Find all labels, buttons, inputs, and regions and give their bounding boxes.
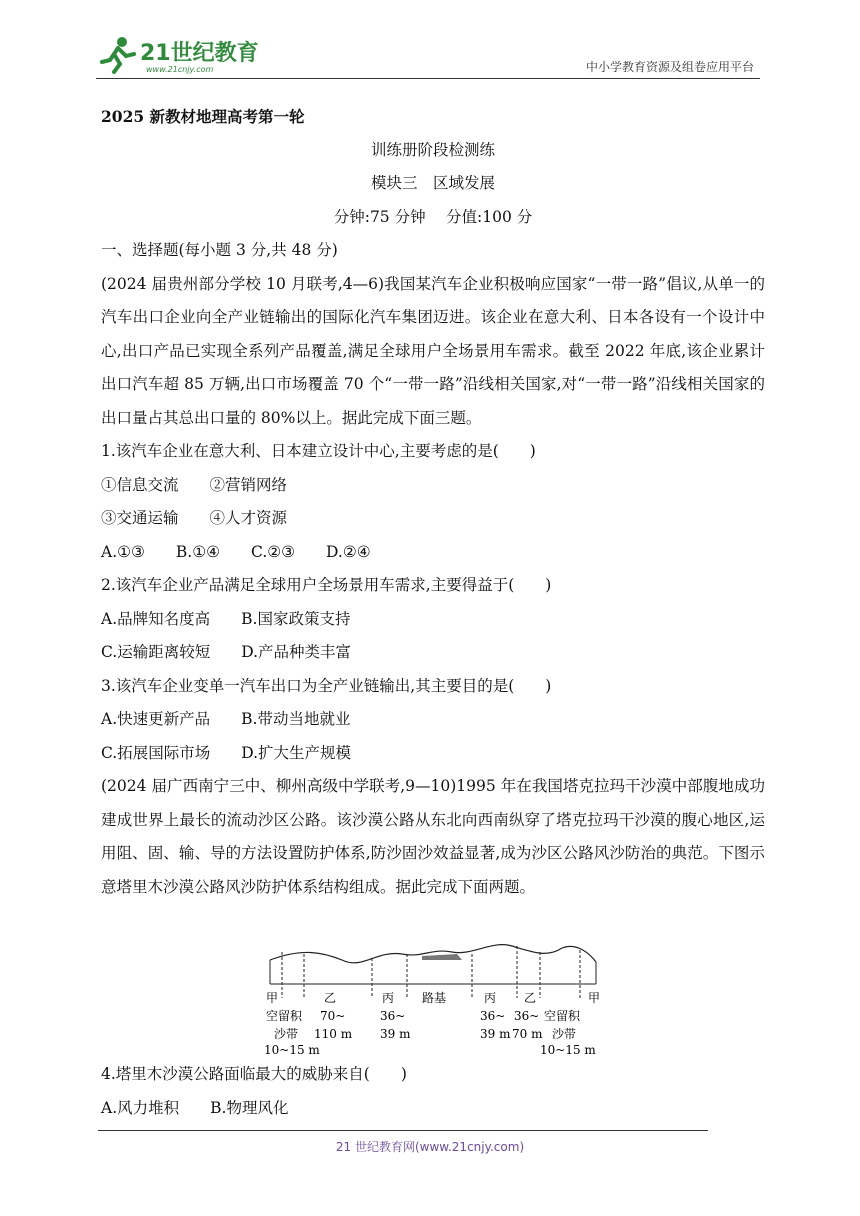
logo-text: 21世纪教育 xyxy=(140,41,259,66)
exam-meta: 分钟:75 分钟 分值:100 分 xyxy=(333,207,533,226)
jia-left-name-1: 空留积 xyxy=(266,1009,303,1023)
document-body xyxy=(101,100,765,904)
zone-jia-left: 甲 xyxy=(266,991,279,1005)
bing-left-width-2: 39 m xyxy=(380,1027,411,1041)
q1-items-b: ③交通运输 ④人才资源 xyxy=(101,509,288,527)
q1-options: A.①③ B.①④ C.②③ D.②④ xyxy=(101,542,371,561)
bing-right-width-1: 36~ xyxy=(480,1009,506,1023)
bing-right-width-2: 39 m xyxy=(480,1027,511,1041)
module-title: 模块三 区域发展 xyxy=(370,174,495,192)
jia-right-name-2: 沙带 xyxy=(552,1027,577,1041)
zone-yi-right: 乙 xyxy=(524,991,537,1005)
doc-title: 训练册阶段检测练 xyxy=(370,140,495,159)
jia-left-name-2: 沙带 xyxy=(274,1027,299,1041)
yi-right-width-2: 70 m xyxy=(512,1027,543,1041)
road-embankment xyxy=(422,954,462,960)
bing-left-width-1: 36~ xyxy=(380,1009,406,1023)
passage-2: (2024 届广西南宁三中、柳州高级中学联考,9—10)1995 年在我国塔克拉玛干沙漠中部腹地成功建成世界上最长的流动沙区公路。该沙漠公路从东北向西南纵穿了塔克拉玛干沙漠的腹心地区,运用阻、固、输、导的方法设置防护体系,防沙固沙效益显著,成为沙区公路风沙防治的典范。下图示意塔里木沙漠公路风沙防护体系结构组成。据此完成下面两题。 xyxy=(101,777,765,896)
q4-options-ab: A.风力堆积 B.物理风化 xyxy=(101,1098,289,1117)
zone-road: 路基 xyxy=(422,991,447,1005)
question-4: 4.塔里木沙漠公路面临最大的威胁来自( ) xyxy=(101,1065,407,1083)
series-title: 2025 新教材地理高考第一轮 xyxy=(101,107,305,126)
question-3: 3.该汽车企业变单一汽车出口为全产业链输出,其主要目的是( ) xyxy=(101,676,552,695)
jia-left-width: 10~15 m xyxy=(264,1043,320,1057)
question-4-block xyxy=(101,1058,765,1125)
dune-profile xyxy=(270,945,596,963)
passage-1: (2024 届贵州部分学校 10 月联考,4—6)我国某汽车企业积极响应国家“一带一路”倡议,从单一的汽车出口企业向全产业链输出的国际化汽车集团迈进。该企业在意大利、日本各设有一个设计中心,出口产品已实现全系列产品覆盖,满足全球用户全场景用车需求。截至 2022 年底,该企业累计出口汽车超 85 万辆,出口市场覆盖 70 个“一带一路”沿线相关国家,对“一带一路”沿线相关国家的出口量占其总出口量的 80%以上。据此完成下面三题。 xyxy=(101,274,765,427)
runner-icon xyxy=(102,37,134,72)
footer-divider xyxy=(98,1130,708,1131)
q3-options-ab: A.快速更新产品 B.带动当地就业 xyxy=(101,710,351,728)
logo-url: www.21cnjy.com xyxy=(146,65,214,74)
question-2: 2.该汽车企业产品满足全球用户全场景用车需求,主要得益于( ) xyxy=(101,576,552,594)
q1-items-a: ①信息交流 ②营销网络 xyxy=(101,475,288,494)
zone-yi-left: 乙 xyxy=(324,991,337,1005)
header-slogan: 中小学教育资源及组卷应用平台 xyxy=(585,60,754,74)
yi-right-width-1: 36~ xyxy=(514,1009,540,1023)
zone-bing-right: 丙 xyxy=(484,991,497,1005)
question-1: 1.该汽车企业在意大利、日本建立设计中心,主要考虑的是( ) xyxy=(101,442,536,460)
yi-left-width-1: 70~ xyxy=(320,1009,346,1023)
footer-link[interactable]: 21 世纪教育网(www.21cnjy.com) xyxy=(335,1140,525,1154)
yi-left-width-2: 110 m xyxy=(314,1027,353,1041)
q3-options-cd: C.拓展国际市场 D.扩大生产规模 xyxy=(101,743,352,762)
page-header xyxy=(96,30,760,79)
section-heading: 一、选择题(每小题 3 分,共 48 分) xyxy=(101,241,338,259)
zone-bing-left: 丙 xyxy=(382,991,395,1005)
jia-right-width: 10~15 m xyxy=(540,1043,596,1057)
q2-options-cd: C.运输距离较短 D.产品种类丰富 xyxy=(101,643,352,661)
q2-options-ab: A.品牌知名度高 B.国家政策支持 xyxy=(101,609,351,628)
site-logo xyxy=(96,34,266,74)
zone-jia-right: 甲 xyxy=(588,991,601,1005)
sand-protection-diagram xyxy=(262,940,602,1058)
jia-right-name-1: 空留积 xyxy=(544,1009,581,1023)
